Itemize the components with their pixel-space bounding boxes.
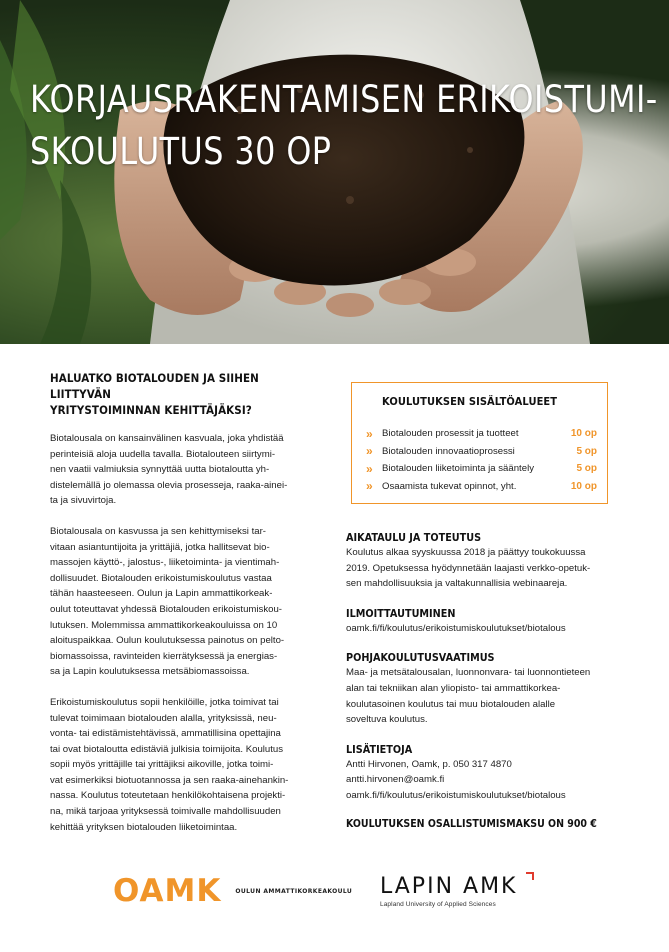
text-line: nen vaatii valmiuksia synnyttää uutta biotaloutta yh- [50, 464, 270, 476]
corner-mark-icon [526, 872, 534, 880]
content-area-credits: 10 op [570, 428, 597, 440]
content-areas-box [351, 382, 608, 504]
requirements-heading: POHJAKOULUTUSVAATIMUS [346, 651, 495, 665]
email-link[interactable]: antti.hirvonen@oamk.fi [346, 774, 445, 786]
double-chevron-icon: » [366, 444, 373, 459]
info-link[interactable]: oamk.fi/fi/koulutus/erikoistumiskoulutukset/biotalous [346, 789, 566, 801]
content-area-label: Biotalouden liiketoiminta ja sääntely [382, 463, 534, 475]
content-area-item [366, 478, 597, 496]
content-area-credits: 5 op [576, 445, 597, 457]
schedule-heading: AIKATAULU JA TOTEUTUS [346, 531, 482, 544]
lapin-logo-block [380, 872, 540, 908]
text-line: oulut toteuttavat yhdessä Biotalouden erikoistumiskou- [50, 603, 282, 615]
text-line: vonta- tai edistämistehtävissä, ammatillisina opettajina [50, 728, 281, 740]
text-line: Erikoistumiskoulutus sopii henkilöille, jotka toimivat tai [50, 696, 279, 708]
title-line: SKOULUTUS 30 OP [30, 130, 332, 173]
text-line: tulevat toimimaan biotalouden alalla, yrityksissä, neu- [50, 712, 277, 724]
text-line: tähän haasteeseen. Oulun ja Lapin ammattikorkeak- [50, 588, 273, 600]
text-line: na, mikä tarjoaa yrityksessä toimivalle mahdollisuuden [50, 806, 281, 818]
contact-line: Antti Hirvonen, Oamk, p. 050 317 4870 [346, 758, 512, 770]
schedule-section [346, 530, 616, 592]
page-title [30, 74, 658, 178]
text-line: Koulutus alkaa syyskuussa 2018 ja päättyy toukokuussa [346, 547, 586, 558]
text-line: dollisuudet. Biotalouden erikoistumiskoulutus vastaa [50, 572, 272, 584]
content-area-label: Biotalouden prosessit ja tuotteet [382, 428, 519, 440]
link-text[interactable]: oamk.fi/fi/koulutus/erikoistumiskoulutukset/biotalous [346, 622, 566, 634]
right-column [346, 530, 616, 830]
lapin-logo [380, 872, 540, 902]
registration-section [346, 606, 616, 637]
content-area-item [366, 425, 597, 443]
registration-heading: ILMOITTAUTUMINEN [346, 606, 456, 620]
text-line: kehittää yrityksen biotalouden liiketoimintaa. [50, 821, 238, 833]
left-column [50, 370, 302, 835]
double-chevron-icon: » [366, 461, 373, 476]
requirements-text [346, 665, 616, 727]
content-area-credits: 10 op [570, 480, 597, 492]
lapin-logo-text: LAPIN AMK [380, 874, 518, 899]
text-line: massojen käyttö-, jalostus-, liiketoiminta- ja vientimah- [50, 557, 280, 569]
double-chevron-icon: » [366, 426, 373, 441]
lapin-name: Lapland University of Applied Sciences [380, 901, 496, 908]
hero-image [0, 0, 669, 344]
text-line: alan tai tekniikan alan yliopisto- tai ammattikorkea- [346, 682, 561, 694]
intro-paragraph-3 [50, 695, 302, 835]
text-line: distelemällä jo olemassa olevia prosesseja, raaka-ainei- [50, 479, 288, 491]
oamk-logo: OAMK [113, 873, 222, 909]
oamk-logo-block [113, 874, 352, 908]
text-line: ta ja sivuvirtoja. [50, 495, 117, 507]
title-line: KORJAUSRAKENTAMISEN ERIKOISTUMI- [30, 78, 658, 121]
info-text [346, 757, 616, 804]
heading-line: YRITYSTOIMINNAN KEHITTÄJÄKSI? [50, 403, 252, 417]
double-chevron-icon: » [366, 479, 373, 494]
content-area-label: Biotalouden innovaatioprosessi [382, 445, 515, 457]
text-line: tai ovat biotaloutta edistäviä julkisia toimijoita. Koulutus [50, 743, 284, 755]
text-line: Biotalousala on kasvussa ja sen kehittymiseksi tar- [50, 525, 266, 537]
text-line: vat esimerkiksi biotuotannossa ja sen raaka-ainehankin- [50, 774, 289, 786]
content-area-credits: 5 op [576, 463, 597, 475]
schedule-text [346, 545, 616, 592]
content-areas-title: KOULUTUKSEN SISÄLTÖALUEET [382, 395, 558, 408]
text-line: biomassoissa, ravinteiden kierrätyksessä ja energias- [50, 650, 278, 662]
text-line: koulutasoinen koulutus tai muu biotalouden alalle [346, 698, 556, 710]
text-line: soveltuva koulutus. [346, 714, 428, 726]
fee-notice: KOULUTUKSEN OSALLISTUMISMAKSU ON 900 € [346, 817, 597, 830]
text-line: perinteisiä aloja uudella tavalla. Biotalouteen siirtymi- [50, 448, 276, 460]
text-line: sa ja Lapin koulutuksessa metsäbiomassoissa. [50, 666, 250, 678]
text-line: Maa- ja metsätalousalan, luonnonvara- tai luonnontieteen [346, 667, 591, 679]
info-heading: LISÄTIETOJA [346, 742, 413, 756]
info-section [346, 742, 616, 804]
text-line: 2019. Opetuksessa hyödynnetään laajasti verkko-opetuk- [346, 562, 591, 574]
text-line: vitaan asiantuntijoita ja yrittäjiä, jotka hallitsevat bio- [50, 541, 270, 553]
requirements-section [346, 650, 616, 727]
intro-paragraph-1 [50, 431, 302, 509]
content-area-item [366, 443, 597, 461]
content-area-item [366, 460, 597, 478]
content-area-label: Osaamista tukevat opinnot, yht. [382, 480, 517, 492]
intro-heading [50, 370, 302, 418]
intro-paragraph-2 [50, 524, 302, 680]
heading-line: HALUATKO BIOTALOUDEN JA SIIHEN LIITTYVÄN [50, 371, 259, 401]
text-line: sen mahdollisuuksia ja valtakunnallisia webinaareja. [346, 578, 568, 590]
text-line: Biotalousala on kansainvälinen kasvuala, joka yhdistää [50, 433, 284, 444]
text-line: lutuksen. Molemmissa ammattikorkeakouluissa on 10 [50, 619, 278, 631]
text-line: aloituspaikkaa. Oulun koulutuksessa painotus on pelto- [50, 635, 285, 647]
registration-link[interactable] [346, 621, 616, 637]
text-line: sopii myös yrittäjille tai yrittäjiksi aikoville, jotka toimi- [50, 759, 274, 771]
oamk-name: OULUN AMMATTIKORKEAKOULU [235, 887, 353, 895]
text-line: nassa. Koulutus toteutetaan henkilökohtaisena projekti- [50, 790, 286, 802]
